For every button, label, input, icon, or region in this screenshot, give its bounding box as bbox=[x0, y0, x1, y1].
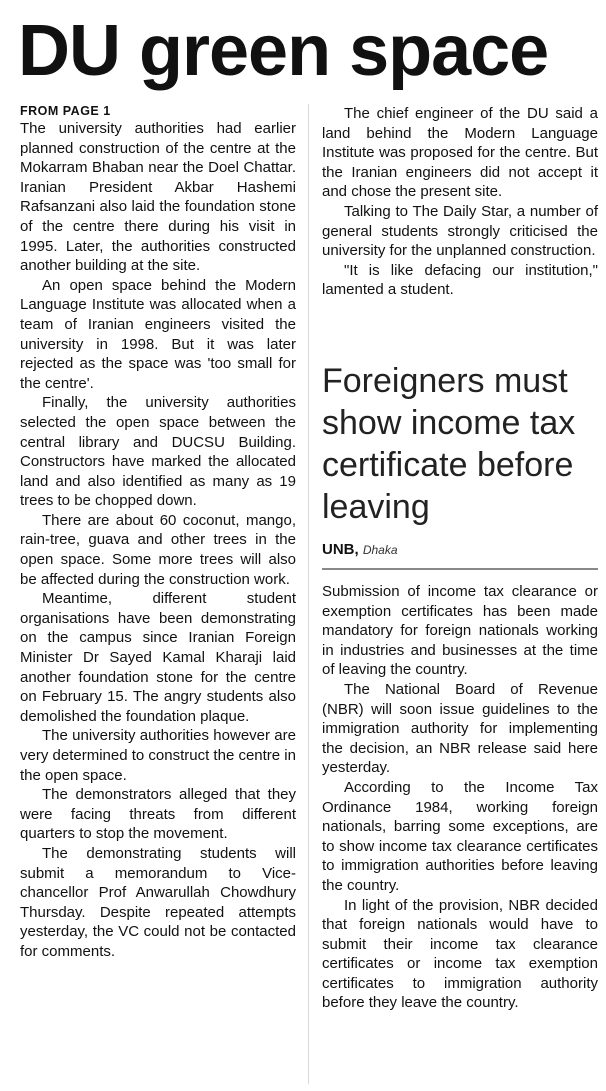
article-paragraph: Finally, the university authorities selected the open space between the central library and DUCSU Building. Constructors have marked the allocated land and also identified as many as 19 trees to be chopped down. bbox=[20, 394, 296, 510]
column-divider bbox=[308, 104, 309, 1084]
article-paragraph: The National Board of Revenue (NBR) will soon issue guidelines to the immigration authority for implementing the decision, an NBR release said here yesterday. bbox=[322, 680, 598, 777]
article-paragraph: Meantime, different student organisations have been demonstrating on the campus since Iranian Foreign Minister Dr Sayed Kamal Kharaji laid another foundation stone for the centre on February 15. The angry students also demolished the foundation plaque. bbox=[20, 590, 296, 725]
article-paragraph: There are about 60 coconut, mango, rain-tree, guava and other trees in the open space. Some more trees will also be affected during the construction work. bbox=[20, 511, 296, 588]
article-paragraph: In light of the provision, NBR decided that foreign nationals would have to submit their income tax clearance certificates or income tax exemption certificates to immigration authority before they leave the country. bbox=[322, 896, 598, 1012]
main-headline: DU green space bbox=[18, 11, 549, 91]
article-paragraph: "It is like defacing our institution," lamented a student. bbox=[322, 261, 598, 299]
byline-place: Dhaka bbox=[362, 543, 398, 557]
article-paragraph: The demonstrating students will submit a memorandum to Vice-chancellor Prof Anwarullah Chowdhury Thursday. Despite repeated attempts yesterday, the VC could not be contacted for comments. bbox=[20, 844, 296, 960]
byline-agency: UNB, bbox=[322, 541, 359, 558]
article-paragraph: The university authorities however are very determined to construct the centre in the open space. bbox=[20, 727, 296, 784]
article-paragraph: The university authorities had earlier planned construction of the centre at the Mokarram Bhaban near the Doel Chattar. Iranian President Akbar Hashemi Rafsanzani also laid the foundation stone of the centre there during his visit in 1995. Later, the authorities constructed another building at the site. bbox=[20, 120, 296, 275]
article-paragraph: Talking to The Daily Star, a number of general students strongly criticised the university for the unplanned construction. bbox=[322, 202, 598, 260]
article-paragraph: The demonstrators alleged that they were facing threats from different quarters to stop the movement. bbox=[20, 786, 296, 843]
continuation-kicker: FROM PAGE 1 bbox=[20, 104, 111, 118]
byline-divider bbox=[322, 568, 598, 570]
article-paragraph: The chief engineer of the DU said a land behind the Modern Language Institute was proposed for the centre. But the Iranian engineers did not accept it and chose the present site. bbox=[322, 105, 598, 201]
article-paragraph: Submission of income tax clearance or exemption certificates has been made mandatory for foreign nationals working in industries and businesses at the time of leaving the country. bbox=[322, 583, 598, 679]
second-story-headline: Foreigners must show income tax certificate before leaving bbox=[322, 362, 576, 526]
article-paragraph: According to the Income Tax Ordinance 1984, working foreign nationals, barring some exceptions, are to show income tax clearance certificates to immigration authorities before leaving the country. bbox=[322, 778, 598, 894]
byline bbox=[322, 540, 598, 560]
article-paragraph: An open space behind the Modern Language Institute was allocated when a team of Iranian engineers visited the university in 1998. But it was later rejected as the space was 'too small for the centre'. bbox=[20, 276, 296, 392]
left-column bbox=[20, 104, 296, 962]
right-column-top bbox=[322, 104, 598, 300]
second-story-body bbox=[322, 582, 598, 1013]
